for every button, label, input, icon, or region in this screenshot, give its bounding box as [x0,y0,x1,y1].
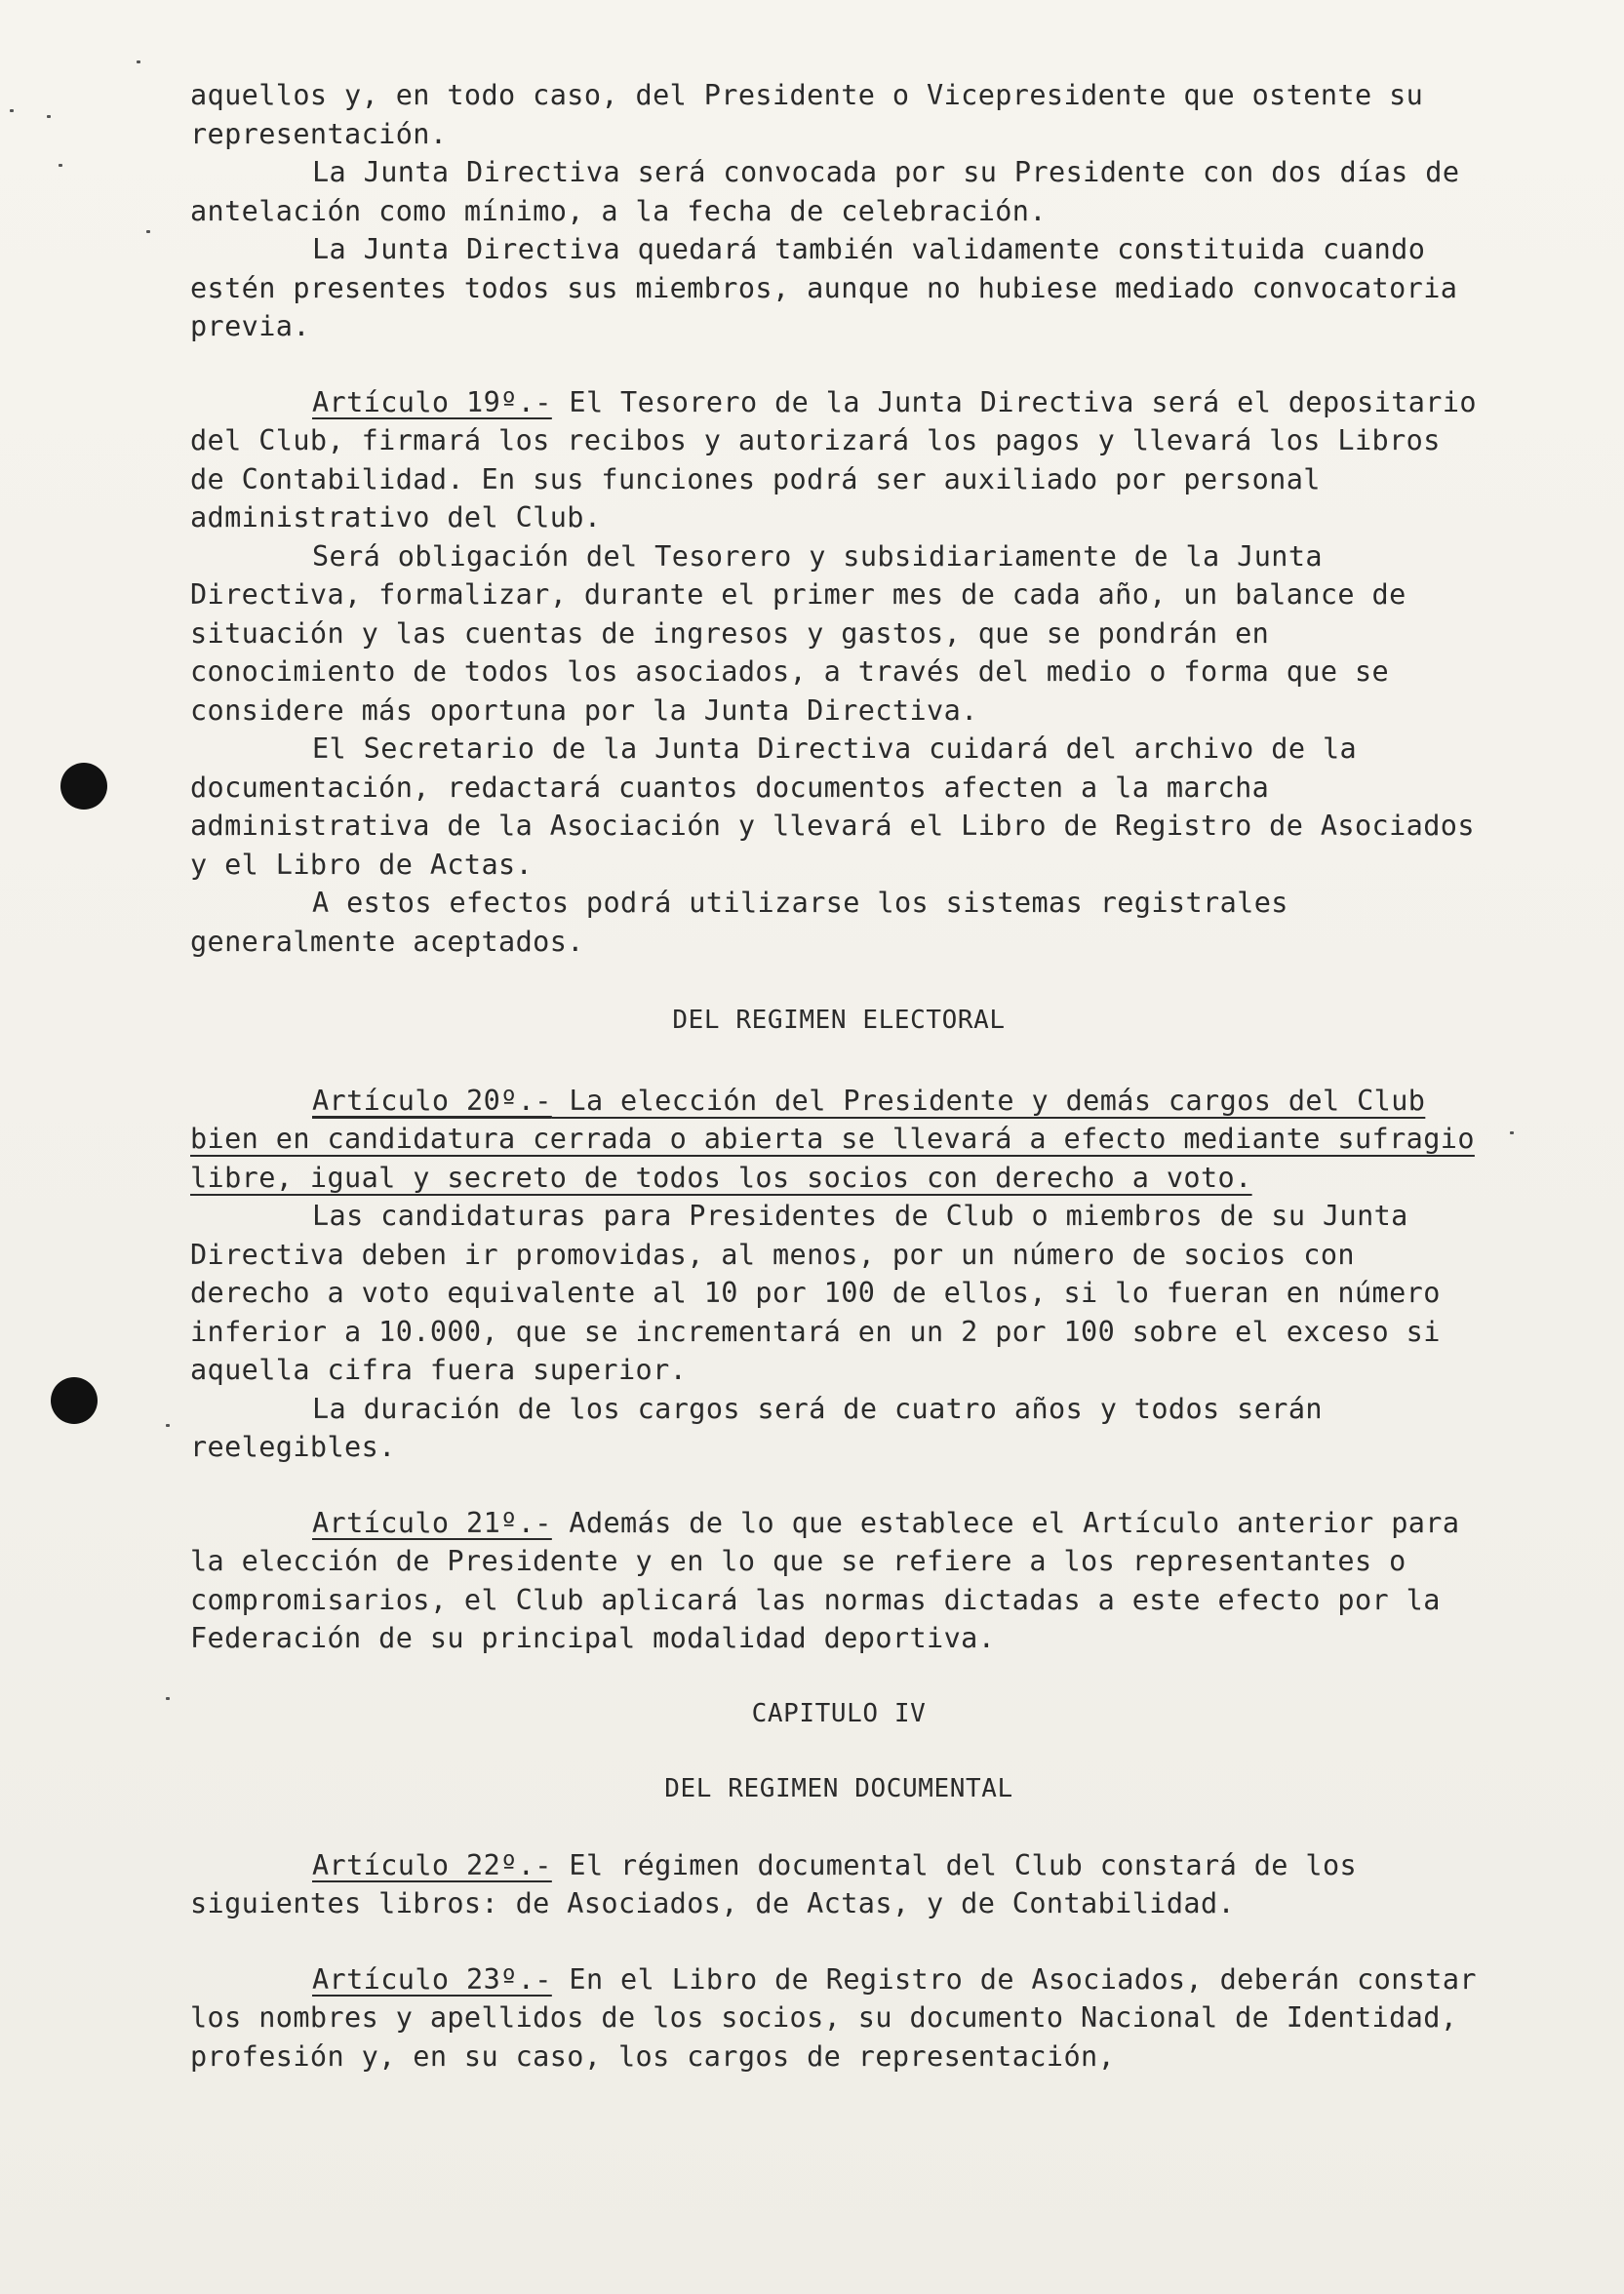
article-20-title: Artículo 20º.- [312,1084,552,1117]
punch-hole-top [60,763,107,810]
speck [137,60,140,63]
article-23-text: En el Libro de Registro de Asociados, deberán constar los nombres y apellidos de los socios, su documento Nacional de Identidad, profesión y, en su caso, los cargos de representación, [190,1962,1477,2073]
speck [166,1424,170,1427]
article-19-paragraph-3: El Secretario de la Junta Directiva cuidará del archivo de la documentación, redactará cuantos documentos afecten a la marcha administrativa de la Asociación y llevará el Libro de Registro de Asociados y el Libro de Actas. [190,732,1475,881]
article-19-title: Artículo 19º.- [312,385,552,418]
paragraph-constituida: La Junta Directiva quedará también validamente constituida cuando estén presentes todos sus miembros, aunque no hubiese mediado convocatoria previa. [190,233,1458,342]
article-22-title: Artículo 22º.- [312,1848,552,1881]
article-23 [190,1960,1487,2076]
article-20-text: La elección del Presidente y demás cargos del Club bien en candidatura cerrada o abierta se llevará a efecto mediante sufragio libre, igual y secreto de todos los socios con derecho a voto. [190,1084,1475,1194]
article-22 [190,1846,1487,1923]
article-23-title: Artículo 23º.- [312,1962,552,1996]
punch-hole-bottom [51,1377,98,1424]
document-body [190,76,1487,2076]
heading-regimen-electoral: DEL REGIMEN ELECTORAL [672,1006,1006,1035]
paragraph-convocada: La Junta Directiva será convocada por su Presidente con dos días de antelación como mínimo, a la fecha de celebración. [190,156,1460,227]
article-19-text: El Tesorero de la Junta Directiva será el depositario del Club, firmará los recibos y autorizará los pagos y llevará los Libros de Contabilidad. En sus funciones podrá ser auxiliado por personal administrativo del Club. [190,385,1477,534]
intro-paragraph: aquellos y, en todo caso, del Presidente o Vicepresidente que ostente su representación. [190,79,1424,150]
heading-capitulo-iv: CAPITULO IV [751,1698,927,1728]
article-21 [190,1504,1487,1658]
article-21-text: Además de lo que establece el Artículo anterior para la elección de Presidente y en lo que se refiere a los representantes o compromisarios, el Club aplicará las normas dictadas a este efecto por la Federación de su principal modalidad deportiva. [190,1506,1460,1654]
heading-regimen-documental: DEL REGIMEN DOCUMENTAL [664,1774,1013,1803]
article-19 [190,383,1487,537]
speck [59,164,62,167]
speck [10,109,14,112]
speck [166,1697,170,1700]
speck [1510,1131,1514,1134]
article-19-paragraph-4: A estos efectos podrá utilizarse los sistemas registrales generalmente aceptados. [190,887,1288,958]
article-20-paragraph-2: Las candidaturas para Presidentes de Club o miembros de su Junta Directiva deben ir promovidas, al menos, por un número de socios con derecho a voto equivalente al 10 por 100 de ellos, si lo fueran en número inferior a 10.000, que se incrementará en un 2 por 100 sobre el exceso si aquella cifra fuera superior. [190,1200,1441,1386]
article-20-paragraph-3: La duración de los cargos será de cuatro años y todos serán reelegibles. [190,1392,1323,1463]
article-20 [190,1082,1487,1198]
article-22-text: El régimen documental del Club constará de los siguientes libros: de Asociados, de Actas, y de Contabilidad. [190,1848,1358,1919]
speck [47,115,51,118]
speck [146,230,150,233]
article-19-paragraph-2: Será obligación del Tesorero y subsidiariamente de la Junta Directiva, formalizar, durante el primer mes de cada año, un balance de situación y las cuentas de ingresos y gastos, que se pondrán en conocimiento de todos los asociados, a través del medio o forma que se considere más oportuna por la Junta Directiva. [190,539,1406,727]
article-21-title: Artículo 21º.- [312,1506,552,1539]
